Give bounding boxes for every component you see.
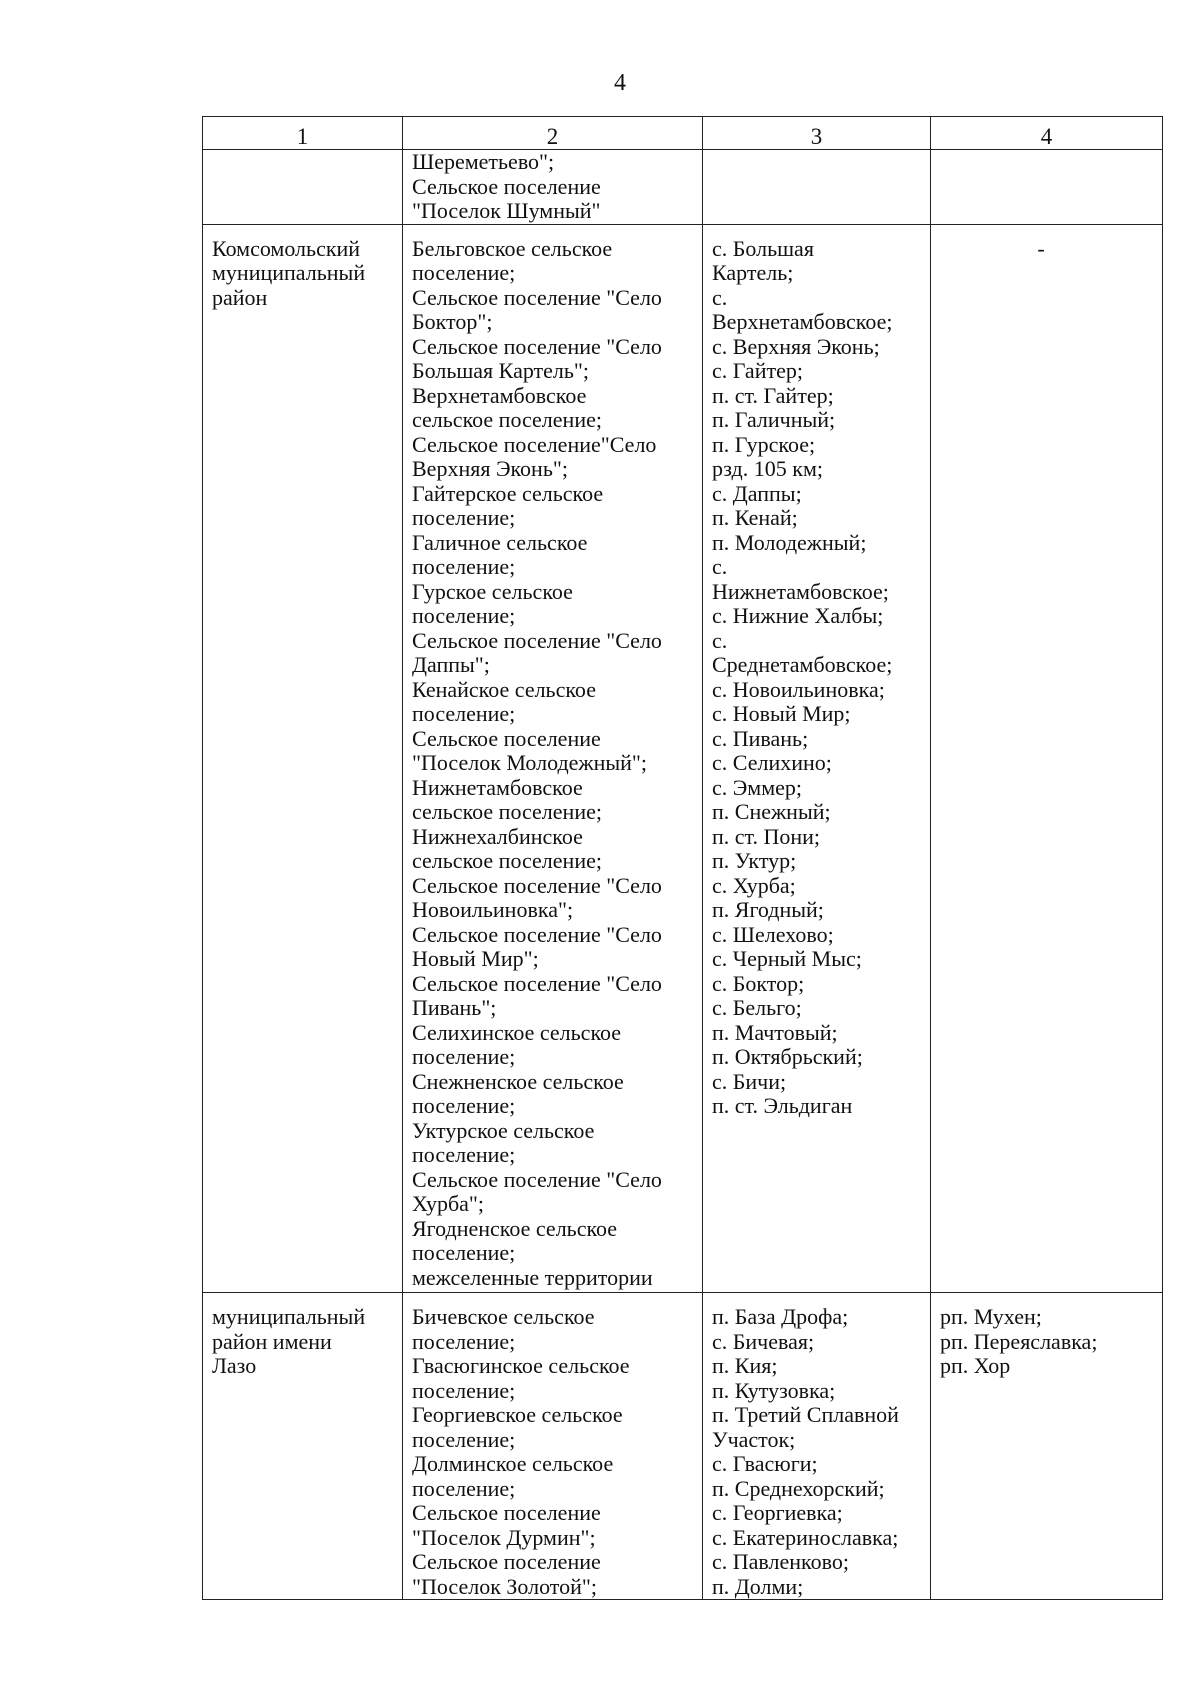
cell-line: с. Черный Мыс; — [712, 946, 862, 971]
column-header-1: 1 — [203, 117, 403, 150]
cell-line: район имени — [212, 1328, 332, 1354]
cell-line: Сельское поселение "Село — [412, 970, 662, 996]
cell-line: поселение; — [412, 1475, 516, 1501]
cell-line: п. ст. Пони; — [712, 823, 821, 849]
cell-line: поселение; — [412, 1093, 516, 1118]
cell-line: с. Шелехово; — [712, 921, 834, 947]
cell-line: п. ст. Гайтер; — [712, 382, 834, 408]
cell-line: с. Бельго; — [712, 995, 802, 1020]
cell-line: Гвасюгинское сельское — [412, 1353, 630, 1378]
cell-line: п. Гурское; — [712, 431, 816, 457]
cell-line: поселение; — [412, 505, 516, 530]
cell-line: с. Нижние Халбы; — [712, 603, 884, 628]
header-row — [203, 117, 1163, 150]
cell-line: Селихинское сельское — [412, 1019, 622, 1045]
cell-line: с. Новоильиновка; — [712, 676, 885, 702]
cell-line: Комсомольский — [212, 235, 361, 261]
cell-line: Верхняя Эконь"; — [412, 456, 568, 481]
cell-line: Галичное сельское — [412, 529, 588, 555]
cell-line: Нижнетамбовское — [412, 774, 583, 800]
cell-line: п. ст. Эльдиган — [712, 1093, 853, 1118]
cell-line: поселение; — [412, 554, 516, 579]
table-row — [203, 224, 1163, 1293]
cell-line: Боктор"; — [412, 309, 493, 334]
cell-line: "Поселок Шумный" — [412, 198, 601, 223]
cell-line: муниципальный — [212, 1304, 366, 1329]
cell-line: п. Галичный; — [712, 407, 836, 432]
cell-line: п. Третий Сплавной — [712, 1402, 899, 1427]
cell-line: с. Большая — [712, 235, 814, 261]
district-cell — [203, 1293, 403, 1600]
cell-line: п. Кутузовка; — [712, 1377, 836, 1403]
cell-line: с. Екатеринославка; — [712, 1524, 899, 1550]
cell-line: Сельское поселение "Село — [412, 921, 662, 947]
settlements-cell — [403, 1293, 703, 1600]
cell-line: Верхнетамбовское — [412, 382, 587, 408]
cell-line: Сельское поселение — [412, 1500, 601, 1525]
cell-line: Долминское сельское — [412, 1451, 614, 1476]
cell-line: с. Гвасюги; — [712, 1451, 818, 1476]
cell-line: Большая Картель"; — [412, 358, 590, 383]
cell-line: поселение; — [412, 260, 516, 285]
cell-line: Уктурское сельское — [412, 1117, 595, 1143]
cell-line: поселение; — [412, 603, 516, 628]
cell-line: сельское поселение; — [412, 848, 602, 873]
cell-line: с. Новый Мир; — [712, 701, 851, 726]
cell-line: с. — [712, 284, 728, 310]
cell-line: Сельское поселение "Село — [412, 284, 662, 310]
cell-line: Сельское поселение "Село — [412, 333, 662, 359]
urban-settlements-cell — [931, 150, 1163, 225]
cell-line: Сельское поселение "Село — [412, 627, 662, 653]
table-row — [203, 1293, 1163, 1600]
table-row — [203, 150, 1163, 225]
cell-line: Сельское поселение "Село — [412, 1166, 662, 1192]
cell-line: Участок; — [712, 1426, 796, 1452]
cell-line: поселение; — [412, 1426, 516, 1452]
localities-cell — [703, 150, 931, 225]
cell-line: поселение; — [412, 1377, 516, 1403]
cell-line: с. Георгиевка; — [712, 1500, 843, 1525]
cell-line: Снежненское сельское — [412, 1068, 624, 1094]
cell-line: Новый Мир"; — [412, 946, 539, 971]
cell-line: с. Боктор; — [712, 970, 805, 996]
page-number: 4 — [614, 70, 626, 96]
cell-line: сельское поселение; — [412, 799, 602, 824]
cell-line: Гурское сельское — [412, 578, 573, 604]
cell-line: с. Даппы; — [712, 480, 802, 506]
localities-cell — [703, 1293, 931, 1600]
cell-line: с. Эммер; — [712, 774, 803, 800]
urban-settlements-cell — [931, 224, 1163, 1293]
cell-line: п. Ягодный; — [712, 897, 824, 922]
cell-line: с. — [712, 554, 728, 579]
cell-line: Сельское поселение — [412, 1549, 601, 1574]
cell-line: п. Долми; — [712, 1573, 804, 1599]
cell-line: с. Бичи; — [712, 1068, 787, 1094]
cell-line: межселенные территории — [412, 1264, 653, 1290]
cell-line: рзд. 105 км; — [712, 456, 823, 481]
cell-line: с. Гайтер; — [712, 358, 803, 383]
cell-line: Нижнехалбинское — [412, 823, 583, 849]
cell-line: Нижнетамбовское; — [712, 578, 889, 604]
cell-line: Георгиевское сельское — [412, 1402, 623, 1427]
column-header-4: 4 — [931, 117, 1163, 150]
cell-line: муниципальный — [212, 260, 366, 285]
cell-line: Сельское поселение — [412, 173, 601, 199]
cell-line: поселение; — [412, 1142, 516, 1167]
urban-settlements-cell — [931, 1293, 1163, 1600]
cell-line: п. Кия; — [712, 1353, 778, 1378]
cell-line: рп. Мухен; — [940, 1304, 1042, 1329]
localities-cell — [703, 224, 931, 1293]
cell-line: с. Селихино; — [712, 750, 832, 775]
cell-line: п. Уктур; — [712, 848, 797, 873]
cell-line: с. Бичевая; — [712, 1328, 815, 1354]
cell-line: с. Павленково; — [712, 1549, 849, 1574]
cell-line: Ягодненское сельское — [412, 1215, 618, 1241]
cell-line: "Поселок Золотой"; — [412, 1573, 597, 1599]
cell-line: Даппы"; — [412, 652, 490, 677]
settlements-cell — [403, 224, 703, 1293]
cell-line: п. Среднехорский; — [712, 1475, 885, 1501]
cell-line: "Поселок Дурмин"; — [412, 1524, 596, 1550]
cell-line: с. — [712, 627, 728, 653]
cell-line: рп. Хор — [940, 1353, 1011, 1378]
cell-line: Среднетамбовское; — [712, 652, 893, 677]
cell-line: п. Снежный; — [712, 799, 831, 824]
cell-line: Новоильиновка"; — [412, 897, 574, 922]
cell-line: Хурба"; — [412, 1191, 485, 1216]
cell-line: "Поселок Молодежный"; — [412, 750, 648, 775]
cell-line: Сельское поселение — [412, 725, 601, 751]
cell-line: Гайтерское сельское — [412, 480, 604, 506]
cell-line: поселение; — [412, 701, 516, 726]
cell-line: с. Верхняя Эконь; — [712, 333, 880, 359]
cell-line: п. Октябрьский; — [712, 1044, 863, 1069]
cell-line: Сельское поселение "Село — [412, 872, 662, 898]
cell-line: район — [212, 284, 268, 310]
cell-line: Шереметьево"; — [412, 149, 555, 174]
cell-line: п. Молодежный; — [712, 529, 867, 555]
cell-line: рп. Переяславка; — [940, 1328, 1098, 1354]
cell-line: Кенайское сельское — [412, 676, 596, 702]
cell-line: с. Хурба; — [712, 872, 796, 898]
cell-line: сельское поселение; — [412, 407, 602, 432]
cell-line: поселение; — [412, 1328, 516, 1354]
cell-line: Картель; — [712, 260, 794, 285]
cell-line: п. Мачтовый; — [712, 1019, 838, 1045]
column-header-2: 2 — [403, 117, 703, 150]
cell-line: п. База Дрофа; — [712, 1304, 849, 1329]
settlements-table — [202, 116, 1163, 1600]
cell-line: Бичевское сельское — [412, 1304, 595, 1329]
district-cell — [203, 224, 403, 1293]
cell-line: Лазо — [212, 1353, 257, 1378]
cell-line: поселение; — [412, 1240, 516, 1265]
cell-line: с. Пивань; — [712, 725, 809, 751]
cell-line: поселение; — [412, 1044, 516, 1069]
cell-line: Пивань"; — [412, 995, 497, 1020]
cell-line: п. Кенай; — [712, 505, 798, 530]
column-header-3: 3 — [703, 117, 931, 150]
settlements-cell — [403, 150, 703, 225]
cell-line: Сельское поселение"Село — [412, 431, 657, 457]
cell-line: Верхнетамбовское; — [712, 309, 893, 334]
cell-line: Бельговское сельское — [412, 235, 613, 261]
cell-line: - — [1037, 235, 1045, 261]
district-cell — [203, 150, 403, 225]
